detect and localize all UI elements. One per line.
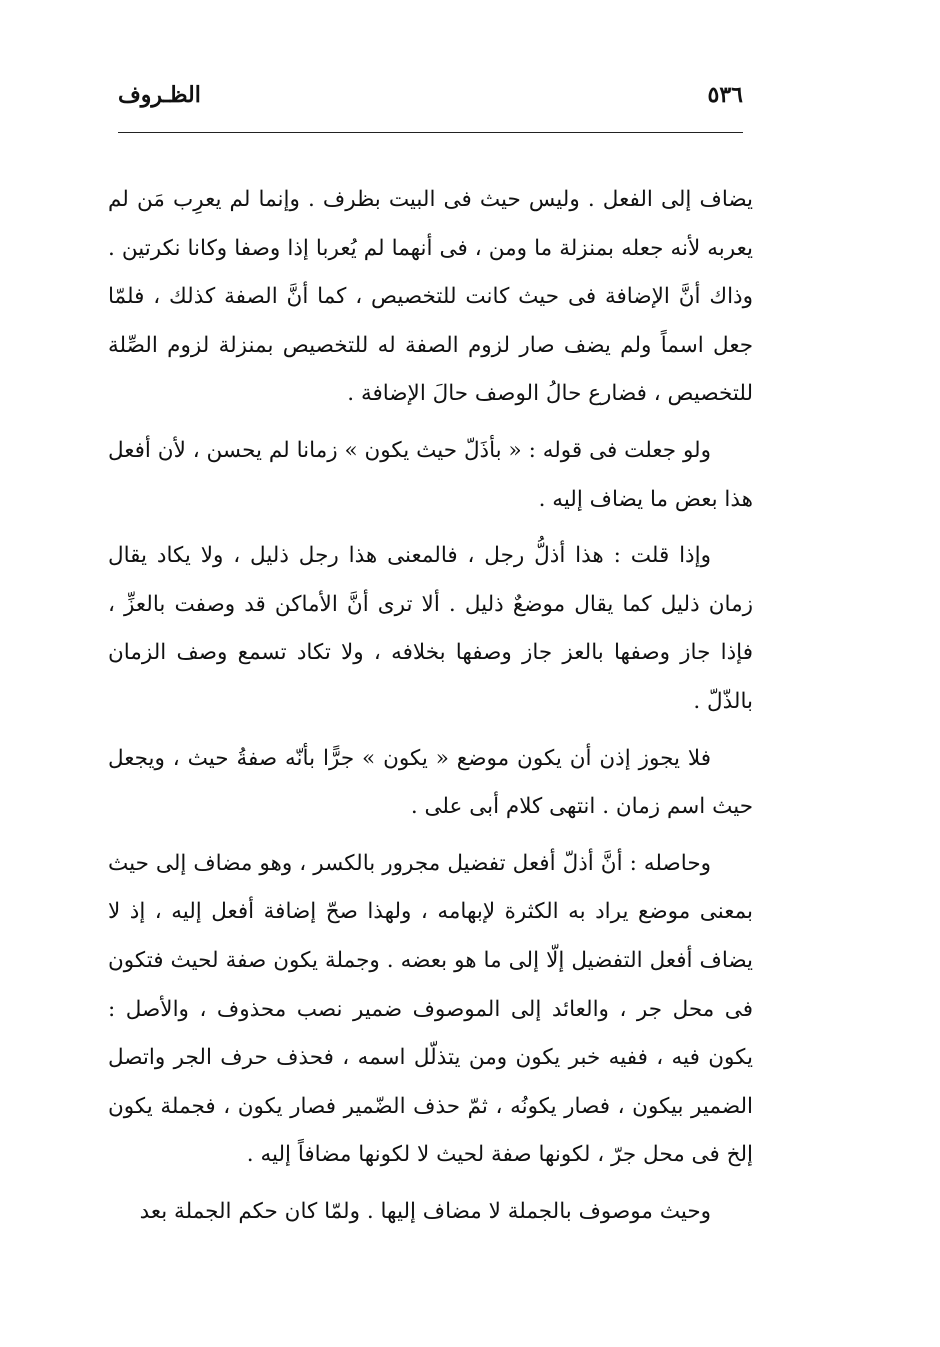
paragraph-2: ولو جعلت فى قوله : « بأذَلّ حيث يكون » زمانا لم يحسن ، لأن أفعل هذا بعض ما يضاف إليه . [108, 437, 753, 512]
body-text [108, 176, 753, 1236]
header-rule [118, 132, 743, 133]
paragraph-3: وإذا قلت : هذا أذلُّ رجل ، فالمعنى هذا رجل ذليل ، ولا يكاد يقال زمان ذليل كما يقال موضعٌ ذليل . ألا ترى أنَّ الأماكن قد وصفت بالعزِّ ، فإذا جاز وصفها بالعز جاز وصفها بخلافه ، ولا تكاد تسمع وصف الزمان بالذّلّ . [108, 543, 753, 714]
paragraph-6: وحيث موصوف بالجملة لا مضاف إليها . ولمّا كان حكم الجملة بعد [139, 1198, 711, 1224]
page-header [118, 82, 743, 122]
page-number: ٥٣٦ [707, 82, 743, 108]
paragraph-5: وحاصله : أنَّ أذلّ أفعل تفضيل مجرور بالكسر ، وهو مضاف إلى حيث بمعنى موضع يراد به الكثرة لإبهامه ، ولهذا صحّ إضافة أفعل إليه ، إذ لا يضاف أفعل التفضيل إلّا إلى ما هو بعضه . وجملة يكون صفة لحيث فتكون فى محل جر ، والعائد إلى الموصوف ضمير نصب محذوف ، والأصل : يكون فيه ، ففيه خبر يكون ومن يتذلّل اسمه ، فحذف حرف الجر واتصل الضمير بيكون ، فصار يكونُه ، ثمّ حذف الضّمير فصار يكون ، فجملة يكون إلخ فى محل جرّ ، لكونها صفة لحيث لا لكونها مضافاً إليه . [108, 850, 753, 1168]
paragraph-1: يضاف إلى الفعل . وليس حيث فى البيت بظرف . وإنما لم يعرِب مَن لم يعربه لأنه جعله بمنزلة ما ومن ، فى أنهما لم يُعربا إذا وصفا وكانا نكرتين . وذاك أنَّ الإضافة فى حيث كانت للتخصيص ، كما أنَّ الصفة كذلك ، فلمّا جعل اسماً ولم يضف صار لزوم الصفة له للتخصيص بمنزلة لزوم الصِّلة للتخصيص ، فضارع حالُ الوصف حالَ الإضافة . [108, 187, 753, 407]
running-title: الظـروف [118, 82, 201, 108]
paragraph-4: فلا يجوز إذن أن يكون موضع « يكون » جرًّا بأنّه صفةُ حيث ، ويجعل حيث اسم زمان . انتهى كلام أبى على . [108, 745, 753, 820]
